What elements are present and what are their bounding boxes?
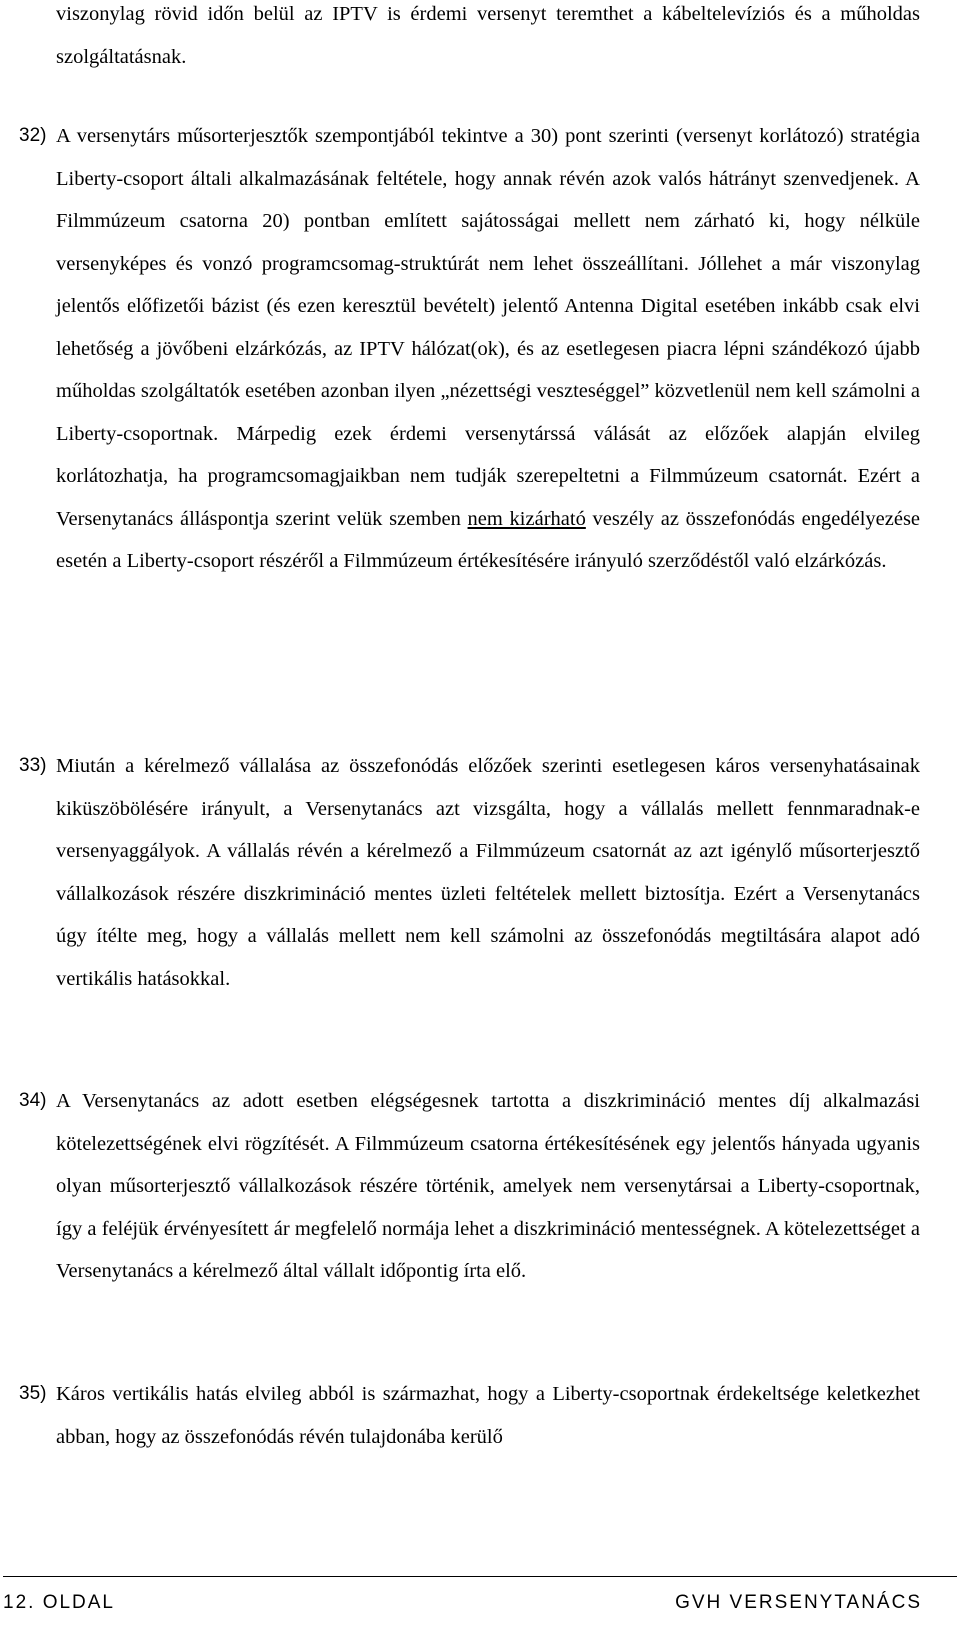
intro-paragraph: viszonylag rövid időn belül az IPTV is érdemi versenyt teremthet a kábeltelevíziós és a műholdas szolgáltatásnak.: [56, 3, 920, 68]
paragraph-34: A Versenytanács az adott esetben elégségesnek tartotta a diszkrimináció mentes díj alkalmazási kötelezettségének elvi rögzítését. A Filmmúzeum csatorna értékesítésének egy jelentős hányada ugyanis olyan műsorterjesztő vállalkozások részére történik, amelyek nem versenytársai a Liberty-csoportnak, így a feléjük érvényesített ár megfelelő normája lehet a diszkrimináció mentességnek. A kötelezettséget a Versenytanács a kérelmező által vállalt időpontig írta elő.: [56, 1090, 920, 1282]
paragraph-35: Káros vertikális hatás elvileg abból is származhat, hogy a Liberty-csoportnak érdekeltsége keletkezhet abban, hogy az összefonódás révén tulajdonába kerülő: [56, 1383, 920, 1448]
paragraph-number-35: 35): [19, 1383, 47, 1404]
footer-organization: GVH VERSENYTANÁCS: [675, 1592, 922, 1613]
paragraph-number-32: 32): [19, 125, 47, 146]
footer-page-number: 12. OLDAL: [3, 1592, 115, 1613]
paragraph-32-underlined-phrase: nem kizárható: [467, 507, 586, 530]
footer-divider: [3, 1576, 957, 1577]
paragraph-33: Miután a kérelmező vállalása az összefonódás előzőek szerinti esetlegesen káros versenyhatásainak kiküszöbölésére irányult, a Versenytanács azt vizsgálta, hogy a vállalás mellett fennmaradnak-e versenyaggályok. A vállalás révén a kérelmező a Filmmúzeum csatornát az azt igénylő műsorterjesztő vállalkozások részére diszkrimináció mentes üzleti feltételek mellett biztosítja. Ezért a Versenytanács úgy ítélte meg, hogy a vállalás mellett nem kell számolni az összefonódás megtiltására alapot adó vertikális hatásokkal.: [56, 755, 920, 990]
paragraph-32: [56, 115, 920, 583]
paragraph-32-text-after: veszély az összefonódás engedélyezése esetén a Liberty-csoport részéről a Filmmúzeum értékesítésére irányuló szerződéstől való elzárkózás.: [56, 507, 921, 572]
paragraph-number-34: 34): [19, 1090, 47, 1111]
paragraph-32-text-before: A versenytárs műsorterjesztők szempontjából tekintve a 30) pont szerinti (versenyt korlátozó) stratégia Liberty-csoport általi alkalmazásának feltétele, hogy annak révén azok valós hátrányt szenvedjenek. A Filmmúzeum csatorna 20) pontban említett sajátosságai mellett nem zárható ki, hogy nélküle versenyképes és vonzó programcsomag-struktúrát nem lehet összeállítani. Jóllehet a már viszonylag jelentős előfizetői bázist (és ezen keresztül bevételt) jelentő Antenna Digital esetében inkább csak elvi lehetőség a jövőbeni elzárkózás, az IPTV hálózat(ok), és az esetlegesen piacra lépni szándékozó újabb műholdas szolgáltatók esetében azonban ilyen „nézettségi veszteséggel” közvetlenül nem kell számolni a Liberty-csoportnak. Márpedig ezek érdemi versenytárssá válását az előzőek alapján elvileg korlátozhatja, ha programcsomagjaikban nem tudják szerepeltetni a Filmmúzeum csatornát. Ezért a Versenytanács álláspontja szerint velük szemben: [56, 125, 920, 530]
paragraph-number-33: 33): [19, 755, 47, 776]
